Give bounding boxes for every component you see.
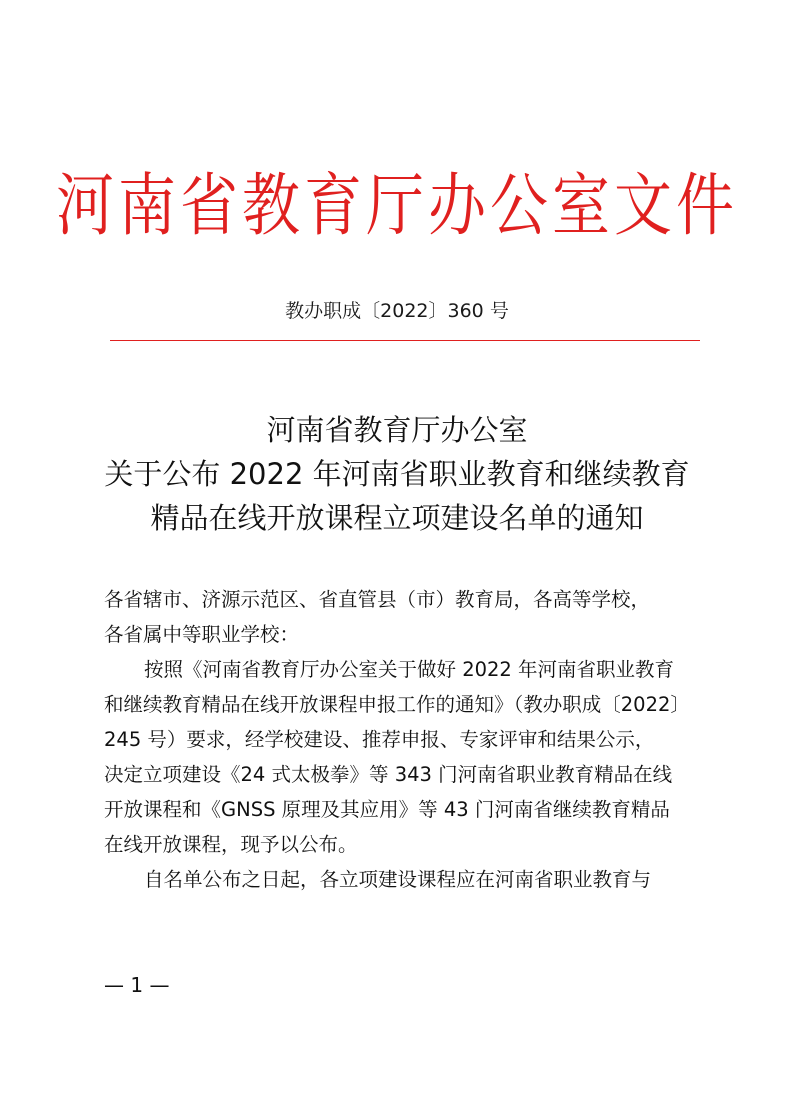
addressee-line-1: 各省辖市、济源示范区、省直管县（市）教育局，各高等学校，	[104, 588, 651, 611]
addressee-line-2: 各省属中等职业学校：	[104, 623, 300, 646]
red-divider-line	[110, 340, 700, 341]
addressee-paragraph	[104, 582, 704, 652]
notice-title	[60, 408, 734, 540]
paragraph1-line-2: 和继续教育精品在线开放课程申报工作的通知》（教办职成〔2022〕	[104, 693, 690, 716]
issuer-header: 河南省教育厅办公室文件	[55, 165, 738, 246]
paragraph1-line-3: 245 号）要求，经学校建设、推荐申报、专家评审和结果公示，	[104, 728, 655, 751]
paragraph1-line-5: 开放课程和《GNSS 原理及其应用》等 43 门河南省继续教育精品	[104, 798, 670, 821]
document-number: 教办职成〔2022〕360 号	[285, 300, 509, 322]
paragraph1-line-4: 决定立项建设《24 式太极拳》等 343 门河南省职业教育精品在线	[104, 763, 673, 786]
paragraph1-line-1: 按照《河南省教育厅办公室关于做好 2022 年河南省职业教育	[144, 658, 675, 681]
body-paragraph-1	[104, 652, 704, 862]
page-number: — 1 —	[104, 973, 170, 997]
paragraph2-line-1: 自名单公布之日起，各立项建设课程应在河南省职业教育与	[144, 868, 652, 891]
title-line-1: 河南省教育厅办公室	[266, 413, 528, 447]
title-line-3: 精品在线开放课程立项建设名单的通知	[150, 501, 644, 535]
title-line-2: 关于公布 2022 年河南省职业教育和继续教育	[104, 457, 690, 491]
body-paragraph-2	[104, 862, 704, 897]
paragraph1-line-6: 在线开放课程，现予以公布。	[104, 833, 358, 856]
notice-body	[104, 582, 704, 897]
